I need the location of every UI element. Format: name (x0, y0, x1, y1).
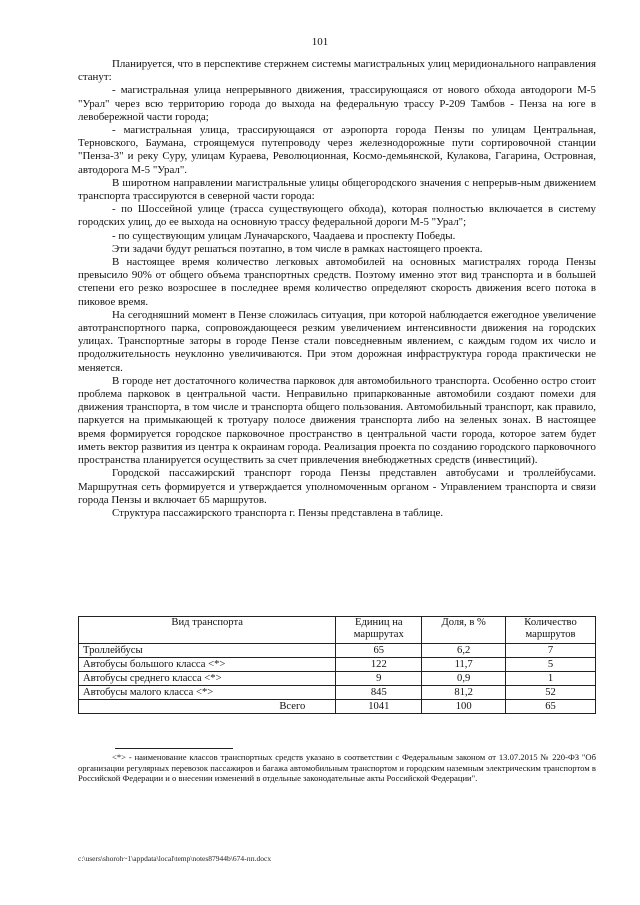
cell-units: 65 (336, 644, 422, 658)
cell-routes: 1 (506, 672, 596, 686)
paragraph: Городской пассажирский транспорт города Пензы представлен автобусами и троллейбусами. Маршрутная сеть формируется и утверждается уполномоченным органом - Управлением транспорта и связи города Пензы и включает 65 маршрутов. (78, 467, 596, 506)
paragraph: Планируется, что в перспективе стержнем системы магистральных улиц меридионального направления станут: (78, 58, 596, 84)
table-row (79, 672, 596, 686)
paragraph: В настоящее время количество легковых автомобилей на основных магистралях города Пензы превысило 90% от общего объема транспортных средств. Поэтому именно этот вид транспорта и в большей степени его резко возросшее в последнее время количество определяют скорость движения всего потока в пиковое время. (78, 256, 596, 308)
cell-units: 122 (336, 658, 422, 672)
document-body (78, 58, 596, 520)
paragraph: Эти задачи будут решаться поэтапно, в том числе в рамках настоящего проекта. (112, 242, 483, 255)
cell-routes: 52 (506, 686, 596, 700)
header-share: Доля, в % (422, 617, 506, 644)
cell-type: Всего (79, 700, 336, 714)
cell-share: 100 (422, 700, 506, 714)
paragraph: На сегодняшний момент в Пензе сложилась ситуация, при которой наблюдается ежегодное увеличение автотранспортного парка, сопровождающееся резким увеличением интенсивности движения на городских улицах. Транспортные заторы в городе Пензе стали повседневным явлением, с каждым годом их число и продолжительность неуклонно увеличиваются. При этом дорожная инфраструктура города практически не меняется. (78, 308, 596, 374)
table-row (79, 644, 596, 658)
header-routes: Количество маршрутов (506, 617, 596, 644)
cell-type: Автобусы малого класса <*> (79, 686, 336, 700)
cell-routes: 65 (506, 700, 596, 714)
table-row (79, 686, 596, 700)
table-total-row (79, 700, 596, 714)
header-units: Единиц на маршрутах (336, 617, 422, 644)
paragraph: В широтном направлении магистральные улицы общегородского значения с непрерыв-ным движением транспорта трассируются в северной части города: (78, 176, 596, 203)
header-type: Вид транспорта (79, 617, 336, 644)
footnote: <*> - наименование классов транспортных средств указано в соответствии с Федеральным законом от 13.07.2015 № 220-ФЗ "Об организации регулярных перевозок пассажиров и багажа автомобильным транспортом и городским наземным электрическим транспортом в Российской Федерации и о внесении изменений в отдельные законодательные акты Российской Федерации". (78, 752, 596, 784)
table-caption: Структура пассажирского транспорта г. Пензы представлена в таблице. (112, 506, 444, 519)
paragraph: В городе нет достаточного количества парковок для автомобильного транспорта. Особенно остро стоит проблема парковок в центральной части. Неправильно припаркованные автомобили создают помехи для движения транспорта, в том числе и транспорта общего пользования. Автомобильный транспорт, как правило, паркуется на примыкающей к тротуару полосе движения транспорта либо на зеленых зонах. В настоящее время формируется городское парковочное пространство в центральной части города, которое затем будет иметь вектор развития из центра к окраинам города. Реализация проекта по созданию городского парковочного пространства планируется осуществить за счет привлечения внебюджетных средств (инвестиций). (78, 374, 596, 467)
cell-units: 1041 (336, 700, 422, 714)
cell-type: Троллейбусы (79, 644, 336, 658)
footnote-separator (115, 748, 233, 749)
table-header-row (79, 617, 596, 644)
paragraph: - магистральная улица, трассирующаяся от аэропорта города Пензы по улицам Центральная, Терновского, Баумана, строящемуся путепроводу через железнодорожные пути сортировочной станции "Пенза-3" и реку Суру, улицам Кураева, Революционная, Космо-демьянской, Кулакова, Гагарина, Островная, автодорога М-5 "Урал". (78, 124, 596, 176)
paragraph: - магистральная улица непрерывного движения, трассирующаяся от нового обхода автодороги М-5 "Урал" через всю территорию города до выхода на федеральную трассу Р-209 Тамбов - Пенза на юге в левобережной части города; (78, 84, 596, 123)
cell-share: 0,9 (422, 672, 506, 686)
paragraph: - по существующим улицам Луначарского, Чаадаева и проспекту Победы. (112, 229, 456, 242)
cell-share: 11,7 (422, 658, 506, 672)
cell-units: 9 (336, 672, 422, 686)
page-number: 101 (311, 36, 329, 48)
transport-table (78, 616, 596, 714)
table-row (79, 658, 596, 672)
cell-type: Автобусы среднего класса <*> (79, 672, 336, 686)
file-path: c:\users\shoroh~1\appdata\local\temp\notes87944b\674-пп.docx (78, 854, 272, 863)
cell-type: Автобусы большого класса <*> (79, 658, 336, 672)
cell-share: 6,2 (422, 644, 506, 658)
paragraph: - по Шоссейной улице (трасса существующего обхода), которая полностью включается в систему городских улиц, до ее выхода на основную трассу федеральной дороги М-5 "Урал"; (78, 203, 596, 229)
cell-share: 81,2 (422, 686, 506, 700)
cell-routes: 5 (506, 658, 596, 672)
cell-routes: 7 (506, 644, 596, 658)
cell-units: 845 (336, 686, 422, 700)
